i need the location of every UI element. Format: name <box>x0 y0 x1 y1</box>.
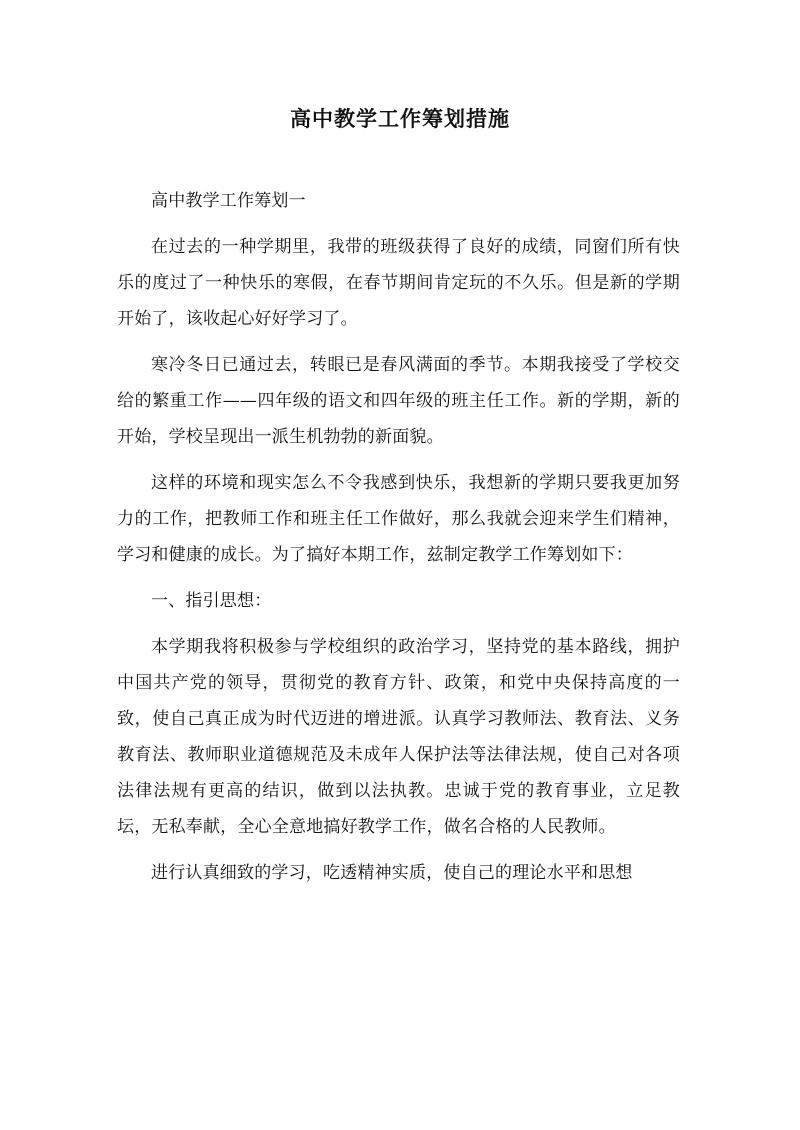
document-body <box>117 183 680 901</box>
subsection-heading: 一、指引思想： <box>151 591 272 611</box>
paragraph: 进行认真细致的学习，吃透精神实质，使自己的理论水平和思想 <box>151 863 633 883</box>
section-heading: 高中教学工作筹划一 <box>151 191 306 211</box>
paragraph: 在过去的一种学期里，我带的班级获得了良好的成绩，同窗们所有快乐的度过了一种快乐的寒假，在春节期间肯定玩的不久乐。但是新的学期开始了，该收起心好好学习了。 <box>117 237 680 329</box>
paragraph: 寒冷冬日已通过去，转眼已是春风满面的季节。本期我接受了学校交给的繁重工作——四年级的语文和四年级的班主任工作。新的学期，新的开始，学校呈现出一派生机勃勃的新面貌。 <box>117 355 680 447</box>
paragraph: 本学期我将积极参与学校组织的政治学习，坚持党的基本路线，拥护中国共产党的领导，贯彻党的教育方针、政策，和党中央保持高度的一致，使自己真正成为时代迈进的增进派。认真学习教师法、教育法、义务教育法、教师职业道德规范及未成年人保护法等法律法规，使自己对各项法律法规有更高的结识，做到以法执教。忠诚于党的教育事业，立足教坛，无私奉献，全心全意地搞好教学工作，做名合格的人民教师。 <box>117 637 680 837</box>
document-title: 高中教学工作筹划措施 <box>290 106 510 131</box>
paragraph: 这样的环境和现实怎么不令我感到快乐，我想新的学期只要我更加努力的工作，把教师工作和班主任工作做好，那么我就会迎来学生们精神，学习和健康的成长。为了搞好本期工作，兹制定教学工作筹划如下： <box>117 473 680 565</box>
